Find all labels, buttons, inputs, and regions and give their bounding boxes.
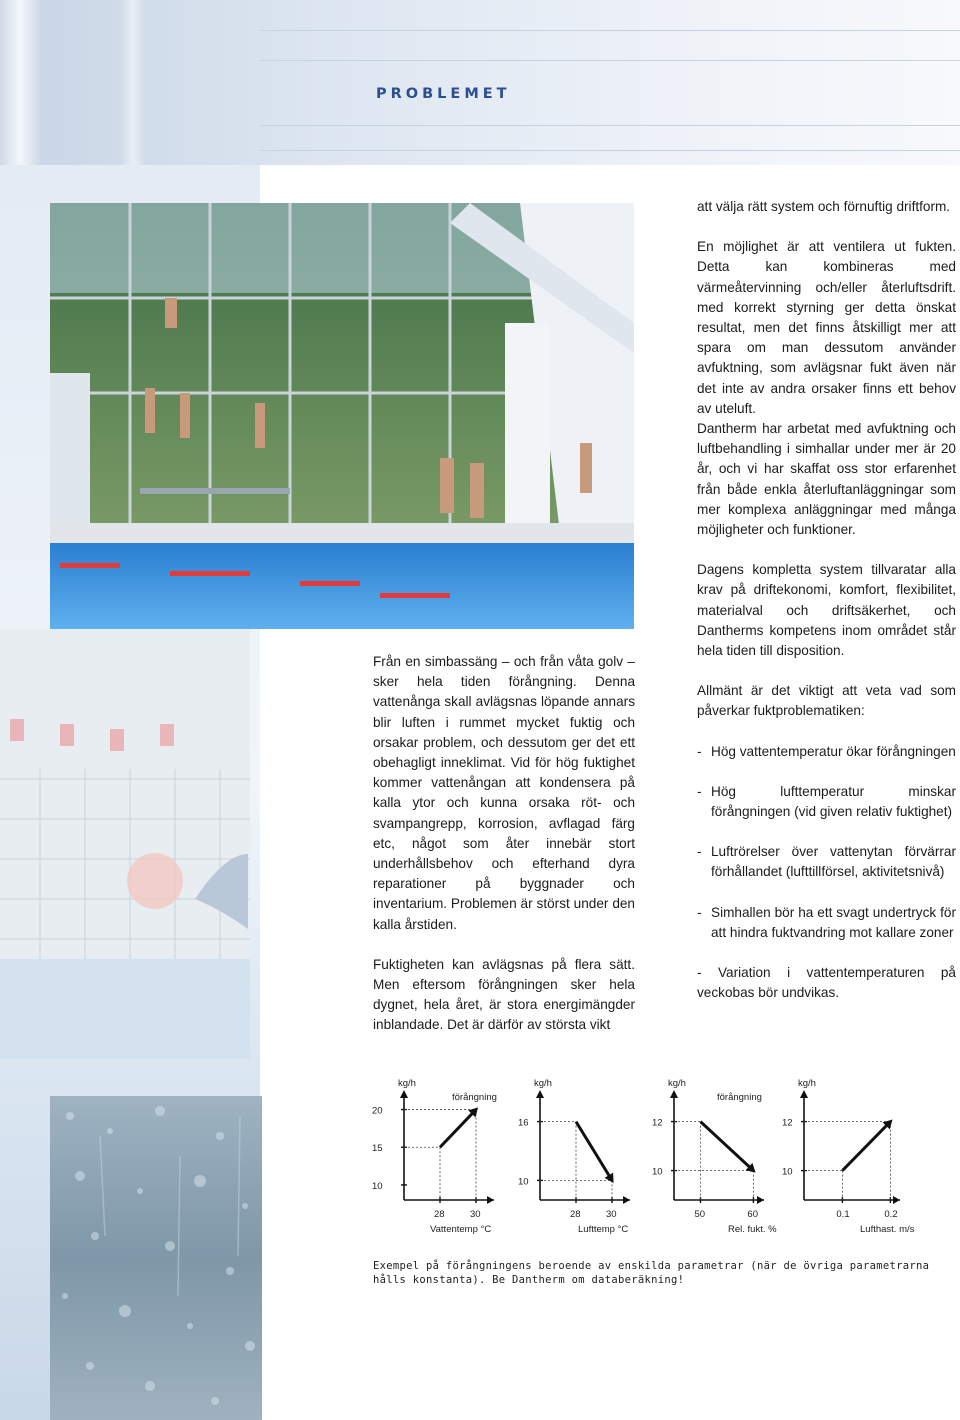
x-tick-label: 30 — [606, 1209, 617, 1220]
list-item: - Luftrörelser över vattenytan förvärrar förhållandet (lufttillförsel, aktivitetsnivå) — [697, 844, 956, 880]
list-item: - Hög vattentemperatur ökar förångningen — [697, 743, 956, 759]
y-axis-arrow — [800, 1090, 808, 1098]
pool-tiles-photo — [0, 629, 250, 1059]
x-tick-label: 0.1 — [836, 1209, 850, 1220]
y-axis-label: kg/h — [668, 1078, 686, 1089]
y-axis-arrow — [670, 1090, 678, 1098]
x-axis-arrow — [757, 1196, 764, 1204]
x-axis-arrow — [893, 1196, 900, 1204]
data-line — [440, 1110, 476, 1148]
x-axis-arrow — [623, 1196, 630, 1204]
x-axis-label: Vattentemp °C — [430, 1224, 492, 1235]
x-tick-label: 0.2 — [884, 1209, 898, 1220]
x-tick-label: 60 — [747, 1209, 758, 1220]
x-axis-label: Rel. fukt. % — [728, 1224, 777, 1235]
x-axis-label: Lufthast. m/s — [860, 1224, 915, 1235]
y-axis-arrow — [536, 1090, 544, 1098]
paragraph-ventilation: En möjlighet är att ventilera ut fukten. Detta kan kombineras med värmeåtervinning och/eller återluftsdrift. med korrekt styrning ger detta önskat resultat, men det finns åtskilligt mer att spara om man dessutom använder avfuktning, som avlägsnar fukt även när det inte av andra orsaker finns ett behov av uteluft. — [697, 239, 956, 416]
paragraph-system-choice: att välja rätt system och förnuftig driftform. — [697, 199, 951, 214]
paragraph-complete-system: Dagens kompletta system tillvaratar alla krav på driftekonomi, komfort, flexibilitet, materialval och driftsäkerhet, och Dantherms kompetens inom området står hela tiden till disposition. — [697, 562, 956, 659]
x-tick-label: 30 — [470, 1209, 481, 1220]
y-tick-label: 12 — [652, 1117, 663, 1129]
paragraph-factors-intro: Allmänt är det viktigt att veta vad som påverkar fuktproblematiken: — [697, 683, 956, 719]
y-tick-label: 10 — [372, 1180, 383, 1192]
y-tick-label: 10 — [518, 1176, 529, 1188]
chart-title: förångning — [717, 1092, 762, 1103]
chart-title: förångning — [452, 1092, 497, 1103]
y-tick-label: 10 — [782, 1166, 793, 1178]
y-tick-label: 15 — [372, 1143, 383, 1155]
y-tick-label: 10 — [652, 1166, 663, 1178]
x-axis-arrow — [487, 1196, 494, 1204]
x-tick-label: 50 — [694, 1209, 706, 1220]
data-line — [700, 1122, 753, 1171]
evaporation-graphs — [372, 1060, 960, 1248]
background-ceiling — [0, 0, 960, 165]
x-tick-label: 28 — [570, 1209, 581, 1220]
paragraph-evaporation: Från en simbassäng – och från våta golv – sker hela tiden förångning. Denna vattenånga skall avlägsnas löpande annars blir luften i rummet mycket fuktig och orsakar problem, och dessutom ger det ett obehagligt inneklimat. Vid för hög fuktighet kommer vattenångan att kondensera på kalla ytor och kunna orsaka röt- och svampangrepp, korrosion, avflagad färg etc, något som åter innebär stort underhållsbehov och efterhand dyra reparationer på byggnader och inventarium. Problemen är störst under den kalla årstiden. — [373, 654, 635, 932]
paragraph-dantherm: Dantherm har arbetat med avfuktning och luftbehandling i simhallar under mer är 20 år, och vi har skaffat oss stor erfarenhet från både enkla återluftanläggningar som mer komplexa anläggningar med många möjligheter och funktioner. — [697, 421, 956, 538]
list-item: - Simhallen bör ha ett svagt undertryck för att hindra fuktvandring mot kallare zoner — [697, 904, 956, 940]
y-axis-label: kg/h — [398, 1078, 416, 1089]
y-axis-arrow — [400, 1090, 408, 1098]
y-axis-label: kg/h — [798, 1078, 816, 1089]
x-tick-label: 28 — [434, 1209, 445, 1220]
data-line — [842, 1122, 890, 1171]
left-text-column — [373, 652, 635, 1036]
paragraph-removal: Fuktigheten kan avlägsnas på flera sätt. Men eftersom förångningen sker hela dygnet, hela året, är stora energimängder inblandade. Det är därför av största vikt — [373, 956, 635, 1033]
page-title: PROBLEMET — [376, 86, 511, 102]
y-tick-label: 16 — [518, 1117, 529, 1129]
y-tick-label: 12 — [782, 1117, 793, 1129]
data-line — [576, 1122, 612, 1181]
y-axis-label: kg/h — [534, 1078, 552, 1089]
list-item: - Hög lufttemperatur minskar förångningen (vid given relativ fuktighet) — [697, 783, 956, 820]
x-axis-label: Lufttemp °C — [578, 1224, 629, 1235]
graph-caption: Exempel på förångningens beroende av enskilda parametrar (när de övriga parametrarna hålls konstanta). Be Dantherm om databeräkning! — [373, 1260, 930, 1286]
swimming-hall-photo — [50, 203, 634, 629]
y-tick-label: 20 — [372, 1105, 383, 1117]
condensation-photo — [50, 1096, 262, 1420]
list-item-variation: - Variation i vattentemperaturen på veckobas bör undvikas. — [697, 965, 956, 1001]
right-text-column — [697, 197, 956, 1004]
